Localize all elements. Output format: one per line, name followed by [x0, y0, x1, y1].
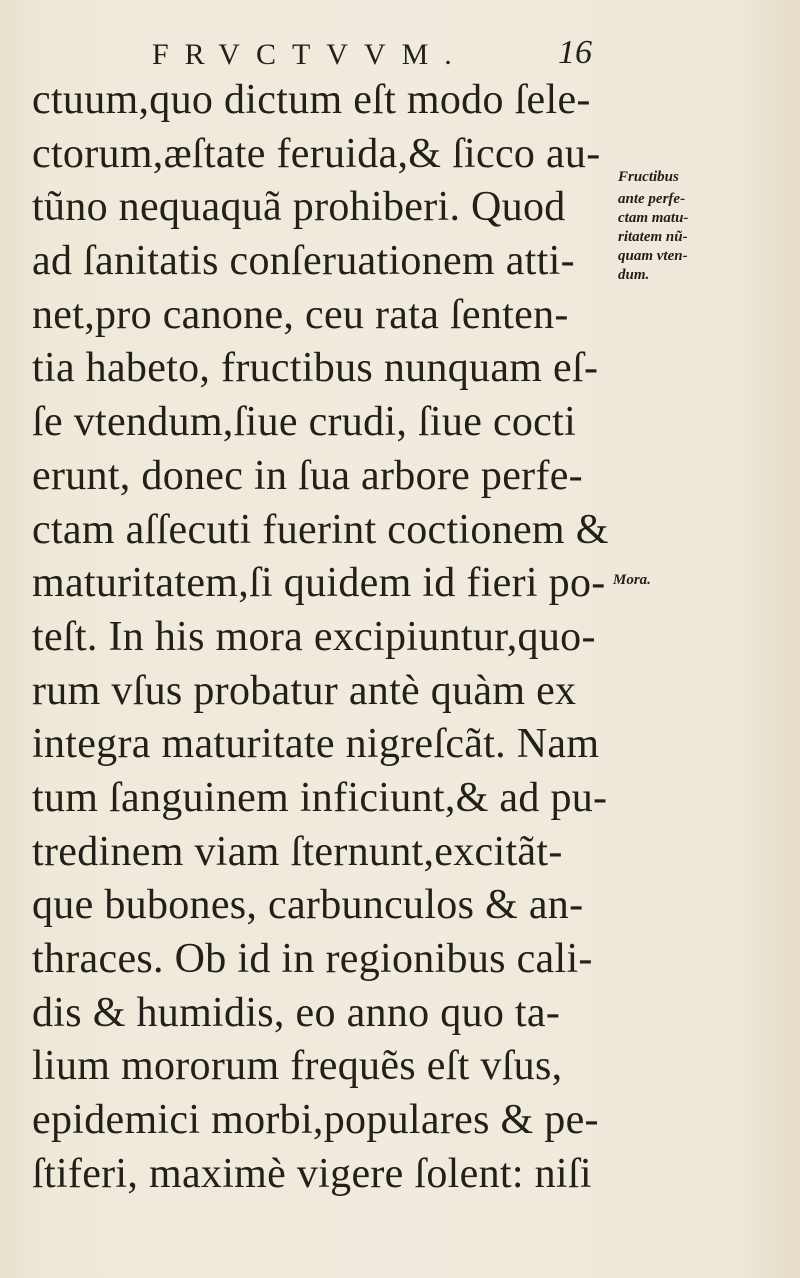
marginal-note-line: ritatem nũ- — [618, 229, 688, 245]
page-number: 16 — [558, 34, 592, 71]
text-line: thraces. Ob id in regionibus cali- — [32, 936, 593, 982]
text-line: ctuum,quo dictum eſt modo ſele- — [32, 77, 591, 123]
text-line: ſtiferi, maximè vigere ſolent: niſi — [32, 1150, 592, 1197]
text-line: ſe vtendum,ſiue crudi, ſiue cocti — [32, 399, 577, 446]
text-line: tum ſanguinem inficiunt,& ad pu- — [32, 774, 608, 821]
text-line: maturitatem,ſi quidem id fieri po- — [32, 560, 606, 607]
text-line: integra maturitate nigreſcãt. Nam — [32, 721, 600, 768]
text-line: erunt, donec in ſua arbore perfe- — [32, 452, 583, 499]
marginal-note-line: Fructibus — [618, 169, 679, 185]
text-line: net,pro canone, ceu rata ſenten- — [32, 291, 569, 338]
text-line: rum vſus probatur antè quàm ex — [32, 667, 577, 714]
marginal-note-line: dum. — [618, 267, 650, 283]
text-line: que bubones, carbunculos & an- — [32, 882, 584, 929]
text-line: dis & humidis, eo anno quo ta- — [32, 989, 561, 1036]
text-line: ad ſanitatis conſeruationem atti- — [32, 238, 575, 285]
text-line: ctorum,æſtate feruida,& ſicco au- — [32, 130, 601, 177]
text-line: tredinem viam ſternunt,excitãt- — [32, 828, 563, 875]
marginal-note-fructibus — [618, 168, 728, 285]
running-head-title: FRVCTVVM. — [152, 38, 468, 71]
marginal-note-line: ante perfe- — [618, 191, 686, 207]
text-line: epidemici morbi,populares & pe- — [32, 1097, 599, 1144]
marginal-note-line: ctam matu- — [618, 210, 689, 226]
marginal-note-line: quam vten- — [618, 248, 688, 264]
text-line: teſt. In his mora excipiuntur,quo- — [32, 613, 596, 660]
marginal-note-mora: Mora. — [613, 572, 651, 588]
running-head — [152, 28, 592, 78]
text-line: tia habeto, fructibus nunquam eſ- — [32, 345, 599, 392]
text-line: ctam aſſecuti fuerint coctionem & — [32, 506, 609, 553]
main-text-block — [32, 74, 612, 1201]
text-line: lium mororum frequẽs eſt vſus, — [32, 1043, 563, 1090]
text-line: tũno nequaquã prohiberi. Quod — [32, 184, 566, 231]
